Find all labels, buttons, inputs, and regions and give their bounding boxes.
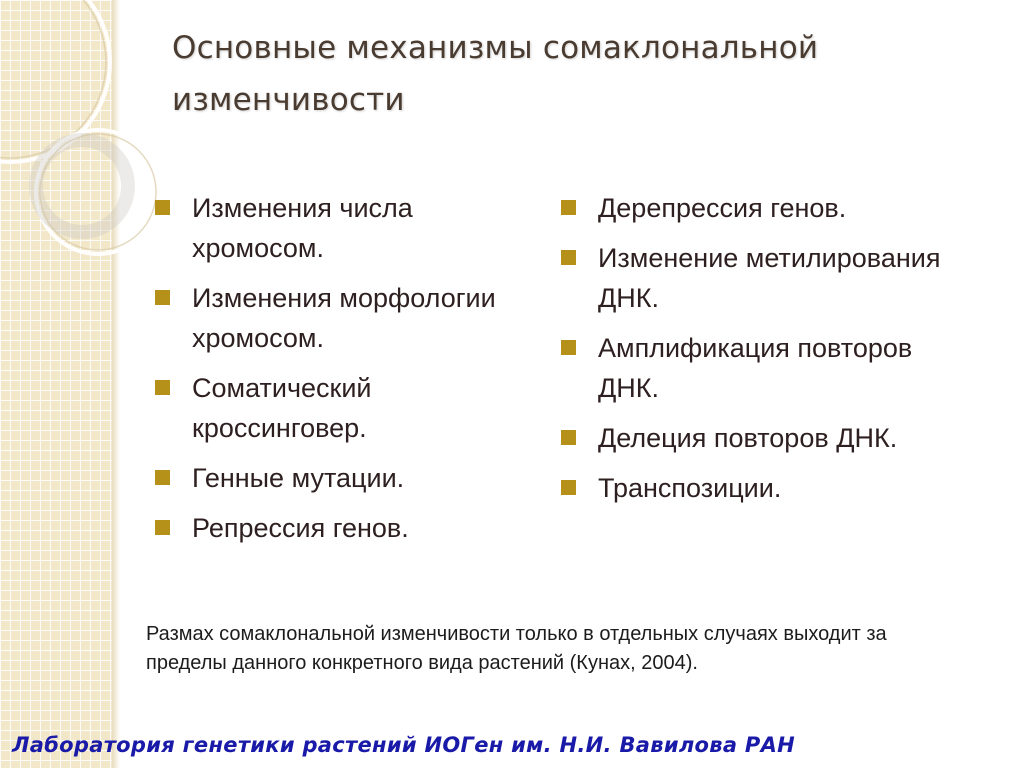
list-item-text: Изменения морфологии хромосом.	[192, 283, 496, 353]
list-item	[556, 328, 956, 408]
list-item	[150, 508, 500, 548]
square-bullet-icon	[155, 200, 170, 215]
square-bullet-icon	[561, 200, 576, 215]
list-item	[556, 188, 956, 228]
right-bullet-list	[556, 188, 956, 518]
list-item	[556, 418, 956, 458]
square-bullet-icon	[155, 520, 170, 535]
list-item-text: Дерепрессия генов.	[598, 193, 847, 223]
square-bullet-icon	[561, 430, 576, 445]
square-bullet-icon	[561, 480, 576, 495]
footer-lab-name: Лаборатория генетики растений ИОГен им. Н.И. Вавилова РАН	[12, 733, 796, 757]
list-item	[556, 238, 956, 318]
list-item-text: Соматический кроссинговер.	[192, 373, 372, 443]
left-bullet-list	[150, 188, 500, 558]
list-item	[556, 468, 956, 508]
square-bullet-icon	[155, 380, 170, 395]
list-item-text: Делеция повторов ДНК.	[598, 423, 898, 453]
list-item-text: Изменения числа хромосом.	[192, 193, 413, 263]
square-bullet-icon	[155, 470, 170, 485]
square-bullet-icon	[561, 250, 576, 265]
square-bullet-icon	[155, 290, 170, 305]
list-item-text: Транспозиции.	[598, 473, 782, 503]
list-item	[150, 458, 500, 498]
list-item	[150, 278, 500, 358]
list-item	[150, 368, 500, 448]
list-item-text: Репрессия генов.	[192, 513, 409, 543]
list-item-text: Амплификация повторов ДНК.	[598, 333, 913, 403]
list-item-text: Изменение метилирования ДНК.	[598, 243, 941, 313]
slide-title: Основные механизмы сомаклональной изменчивости	[172, 30, 819, 118]
list-item	[150, 188, 500, 268]
square-bullet-icon	[561, 340, 576, 355]
list-item-text: Генные мутации.	[192, 463, 405, 493]
note-text: Размах сомаклональной изменчивости только в отдельных случаях выходит за пределы данного конкретного вида растений (Кунах, 2004).	[146, 623, 887, 674]
